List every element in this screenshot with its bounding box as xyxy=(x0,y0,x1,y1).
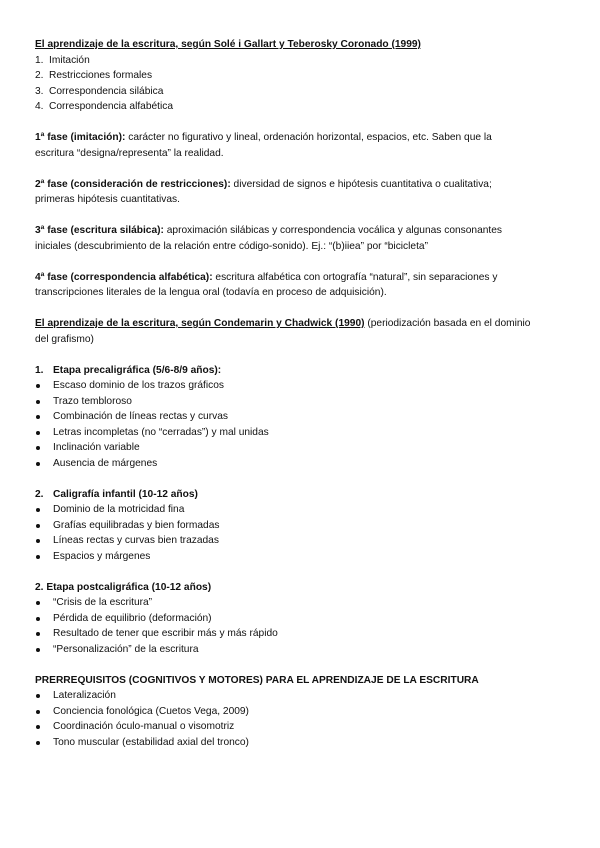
etapa-2-list xyxy=(35,502,565,564)
list-item-text: Espacios y márgenes xyxy=(53,550,151,562)
list-item-text: Letras incompletas (no “cerradas”) y mal unidas xyxy=(53,426,269,438)
list-item-text: Tono muscular (estabilidad axial del tronco) xyxy=(53,736,249,748)
fase-heading: 2ª fase (consideración de restricciones): xyxy=(35,178,231,190)
fase-text: aproximación silábicas y correspondencia vocálica y algunas consonantes xyxy=(163,225,502,236)
bullet-icon xyxy=(36,601,40,605)
etapa-heading-3 xyxy=(35,580,565,596)
list-item-text: Escaso dominio de los trazos gráficos xyxy=(53,380,225,391)
fase-text: diversidad de signos e hipótesis cuantitativa o cualitativa; xyxy=(230,178,492,190)
etapa-3-list xyxy=(35,595,565,657)
bullet-icon xyxy=(36,462,40,466)
fase-paragraph-2 xyxy=(35,177,565,208)
section1-title: El aprendizaje de la escritura, según Solé i Gallart y Teberosky Coronado (1999) xyxy=(35,39,421,50)
fase-text: primeras hipótesis cuantitativas. xyxy=(35,194,180,205)
list-item-text: Trazo tembloroso xyxy=(53,395,132,407)
fase-paragraph-4 xyxy=(35,270,565,301)
fase-heading: 1ª fase (imitación): xyxy=(35,132,126,143)
etapa-title: Etapa postcaligráfica (10-12 años) xyxy=(46,581,212,593)
list-item xyxy=(35,533,565,549)
list-item xyxy=(35,642,565,658)
phase-list-item xyxy=(35,68,565,84)
phases-list xyxy=(35,53,565,115)
list-number: 2. xyxy=(35,70,44,81)
prerequisites-list xyxy=(35,688,565,750)
fase-text: transcripciones literales de la lengua oral (todavía en proceso de adquisición). xyxy=(35,287,387,298)
list-item xyxy=(35,425,565,441)
fase-text: carácter no figurativo y lineal, ordenación horizontal, espacios, etc. Saben que la xyxy=(125,132,492,143)
list-item xyxy=(35,502,565,518)
bullet-icon xyxy=(36,710,40,714)
list-item xyxy=(35,735,565,751)
list-item xyxy=(35,440,565,456)
etapa-heading-2 xyxy=(35,487,565,503)
list-item xyxy=(35,704,565,720)
phase-list-item xyxy=(35,84,565,100)
bullet-icon xyxy=(36,446,40,450)
list-number: 4. xyxy=(35,101,44,112)
section2-title: El aprendizaje de la escritura, según Condemarin y Chadwick (1990) xyxy=(35,318,365,329)
etapa-1-list xyxy=(35,378,565,471)
etapa-number: 1. xyxy=(35,364,44,376)
fase-text: escritura “designa/representa” la realidad. xyxy=(35,147,224,159)
phase-list-item xyxy=(35,99,565,115)
bullet-icon xyxy=(36,400,40,404)
etapa-number: 2. xyxy=(35,581,44,593)
etapa-heading-1 xyxy=(35,363,565,379)
list-item-text: Conciencia fonológica (Cuetos Vega, 2009) xyxy=(53,705,249,717)
section3-title: PRERREQUISITOS (COGNITIVOS Y MOTORES) PARA EL APRENDIZAJE DE LA ESCRITURA xyxy=(35,674,479,686)
bullet-icon xyxy=(36,415,40,419)
phase-list-item xyxy=(35,53,565,69)
list-item xyxy=(35,611,565,627)
fase-text: escritura alfabética con ortografía “natural”, sin separaciones y xyxy=(212,271,498,283)
list-item-text: Combinación de líneas rectas y curvas xyxy=(53,411,228,422)
list-item xyxy=(35,378,565,394)
list-item-text: Ausencia de márgenes xyxy=(53,457,158,469)
list-item-text: “Crisis de la escritura” xyxy=(53,597,153,608)
bullet-icon xyxy=(36,648,40,652)
bullet-icon xyxy=(36,539,40,543)
list-item-text: Coordinación óculo-manual o visomotriz xyxy=(53,721,235,732)
fase-paragraph-3 xyxy=(35,223,565,254)
list-item-text: Inclinación variable xyxy=(53,442,140,453)
bullet-icon xyxy=(36,508,40,512)
list-number: 3. xyxy=(35,85,44,97)
bullet-icon xyxy=(36,555,40,559)
section2-subtitle: del grafismo) xyxy=(35,333,94,345)
list-item xyxy=(35,518,565,534)
list-label: Correspondencia alfabética xyxy=(49,101,174,112)
fase-heading: 3ª fase (escritura silábica): xyxy=(35,225,164,236)
fase-paragraph-1 xyxy=(35,130,565,161)
list-item-text: Dominio de la motricidad fina xyxy=(53,504,185,515)
bullet-icon xyxy=(36,741,40,745)
list-item xyxy=(35,595,565,611)
list-item-text: Grafías equilibradas y bien formadas xyxy=(53,519,220,531)
bullet-icon xyxy=(36,431,40,435)
list-item-text: Pérdida de equilibrio (deformación) xyxy=(53,612,212,624)
bullet-icon xyxy=(36,384,40,388)
list-number: 1. xyxy=(35,54,44,66)
list-item-text: Resultado de tener que escribir más y más rápido xyxy=(53,628,278,639)
bullet-icon xyxy=(36,524,40,528)
etapa-title: Etapa precaligráfica (5/6-8/9 años): xyxy=(53,364,222,376)
bullet-icon xyxy=(36,617,40,621)
list-item xyxy=(35,719,565,735)
fase-text: iniciales (descubrimiento de la relación entre código-sonido). Ej.: “(b)iiea” por “bicicleta” xyxy=(35,240,428,252)
etapa-number: 2. xyxy=(35,488,44,500)
list-label: Restricciones formales xyxy=(49,70,153,81)
list-item xyxy=(35,456,565,472)
list-item-text: Lateralización xyxy=(53,690,116,701)
etapa-title: Caligrafía infantil (10-12 años) xyxy=(53,488,198,500)
list-item xyxy=(35,409,565,425)
fase-heading: 4ª fase (correspondencia alfabética): xyxy=(35,271,213,283)
section2-subtitle: (periodización basada en el dominio xyxy=(364,318,531,329)
document-content xyxy=(35,37,565,750)
list-item-text: Líneas rectas y curvas bien trazadas xyxy=(53,535,219,546)
bullet-icon xyxy=(36,694,40,698)
list-item xyxy=(35,549,565,565)
list-label: Imitación xyxy=(49,54,90,66)
list-item-text: “Personalización” de la escritura xyxy=(53,643,199,655)
list-item xyxy=(35,688,565,704)
bullet-icon xyxy=(36,725,40,729)
section2-heading xyxy=(35,316,565,347)
list-label: Correspondencia silábica xyxy=(49,85,164,97)
list-item xyxy=(35,626,565,642)
bullet-icon xyxy=(36,632,40,636)
list-item xyxy=(35,394,565,410)
